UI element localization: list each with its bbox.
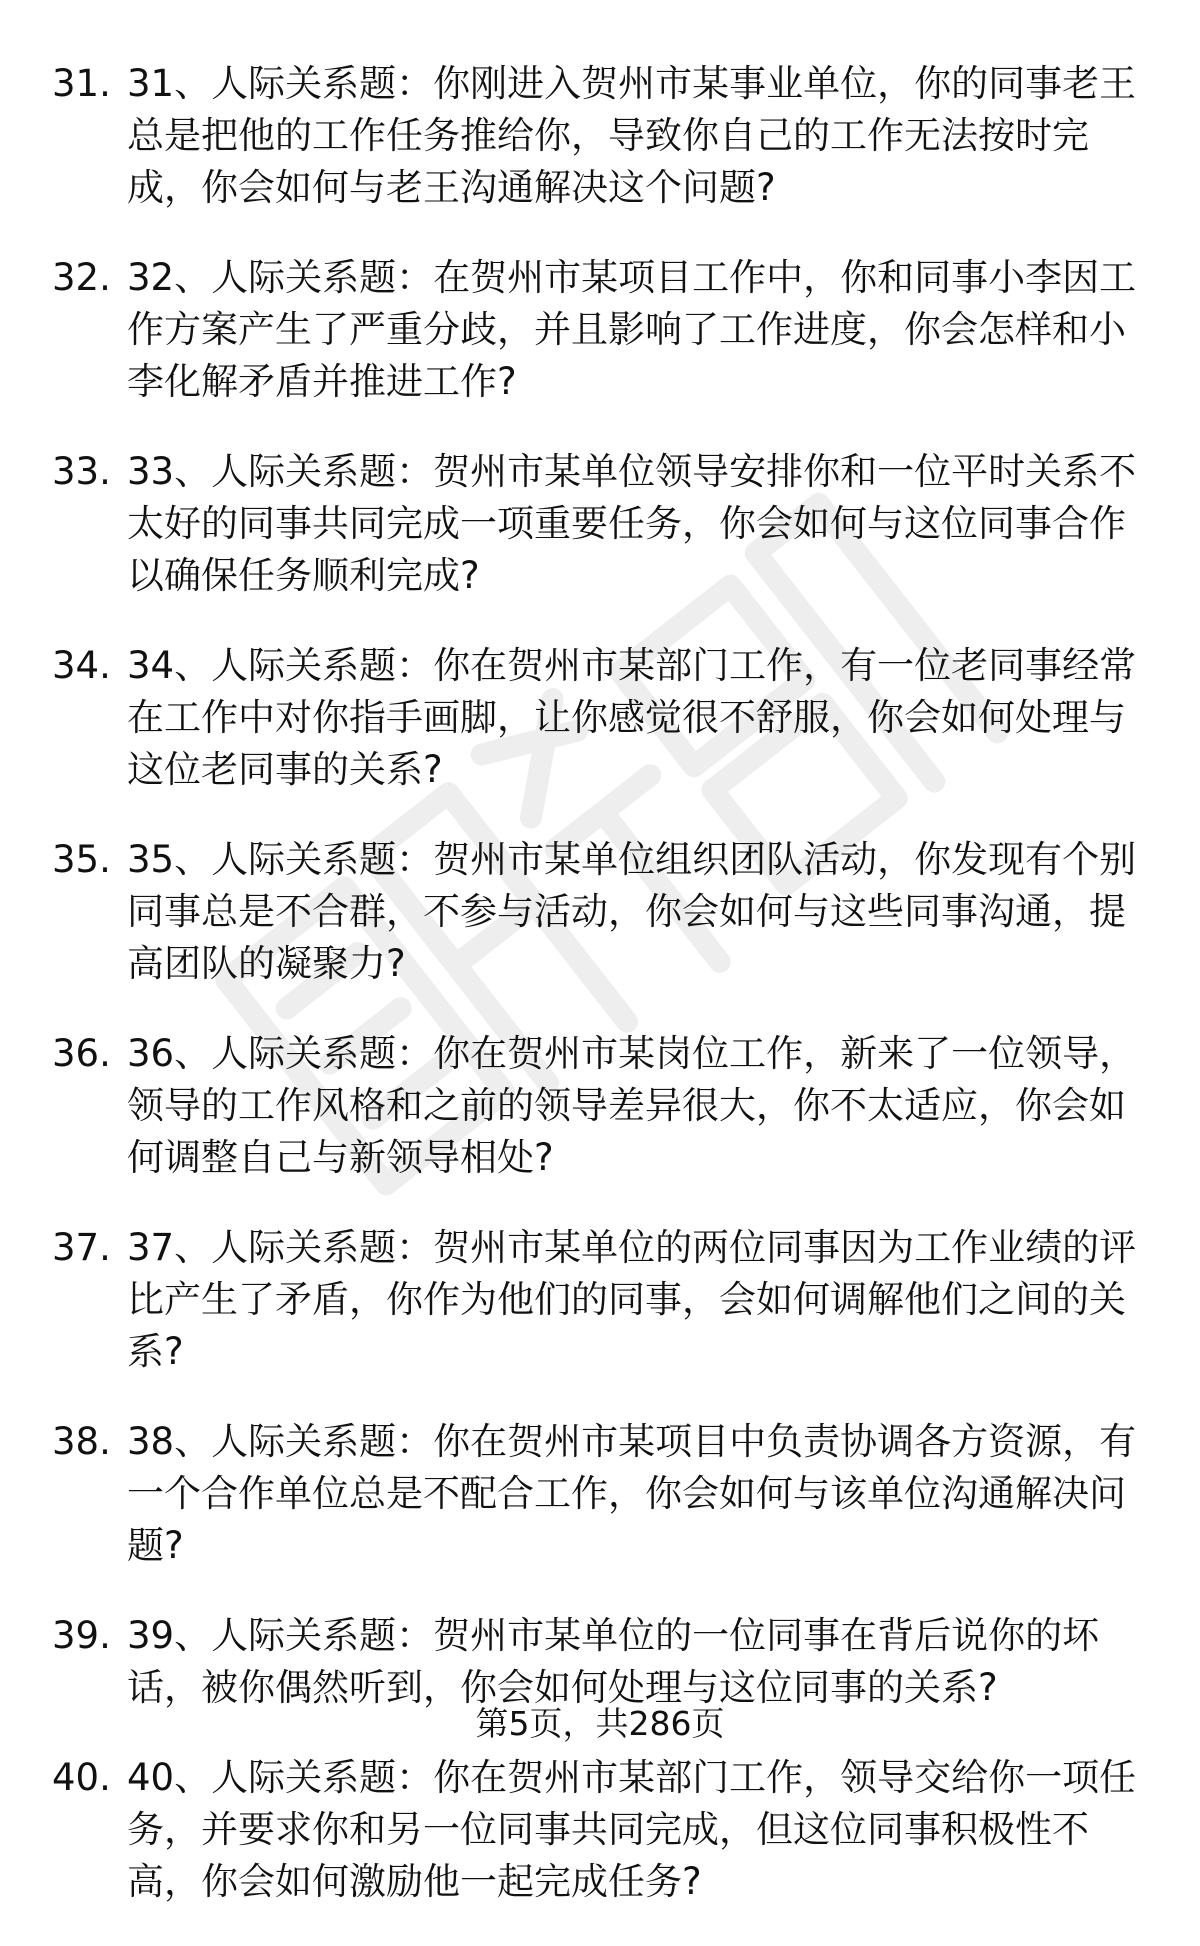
question-item xyxy=(0,640,1200,796)
question-number: 36. xyxy=(52,1032,111,1075)
question-item xyxy=(0,58,1200,214)
question-text: 38、人际关系题：你在贺州市某项目中负责协调各方资源，有一个合作单位总是不配合工作，你会如何与该单位沟通解决问题? xyxy=(127,1420,1137,1567)
question-text: 31、人际关系题：你刚进入贺州市某事业单位，你的同事老王总是把他的工作任务推给你，导致你自己的工作无法按时完成，你会如何与老王沟通解决这个问题? xyxy=(127,62,1137,209)
question-text: 36、人际关系题：你在贺州市某岗位工作，新来了一位领导，领导的工作风格和之前的领导差异很大，你不太适应，你会如何调整自己与新领导相处? xyxy=(127,1032,1137,1179)
question-number: 39. xyxy=(52,1614,111,1657)
question-text: 40、人际关系题：你在贺州市某部门工作，领导交给你一项任务，并要求你和另一位同事共同完成，但这位同事积极性不高，你会如何激励他一起完成任务? xyxy=(127,1756,1137,1903)
question-item xyxy=(0,1416,1200,1572)
question-number: 34. xyxy=(52,644,111,687)
question-text: 32、人际关系题：在贺州市某项目工作中，你和同事小李因工作方案产生了严重分歧，并且影响了工作进度，你会怎样和小李化解矛盾并推进工作? xyxy=(127,256,1137,403)
question-text: 34、人际关系题：你在贺州市某部门工作，有一位老同事经常在工作中对你指手画脚，让你感觉很不舒服，你会如何处理与这位老同事的关系? xyxy=(127,644,1137,791)
page-footer: 第5页，共286页 xyxy=(475,1704,725,1743)
question-text: 35、人际关系题：贺州市某单位组织团队活动，你发现有个别同事总是不合群，不参与活动，你会如何与这些同事沟通，提高团队的凝聚力? xyxy=(127,838,1137,985)
question-text: 37、人际关系题：贺州市某单位的两位同事因为工作业绩的评比产生了矛盾，你作为他们的同事，会如何调解他们之间的关系? xyxy=(127,1226,1137,1373)
question-number: 31. xyxy=(52,62,111,105)
question-item xyxy=(0,1222,1200,1378)
question-text: 33、人际关系题：贺州市某单位领导安排你和一位平时关系不太好的同事共同完成一项重要任务，你会如何与这位同事合作以确保任务顺利完成? xyxy=(127,450,1137,597)
question-text: 39、人际关系题：贺州市某单位的一位同事在背后说你的坏话，被你偶然听到，你会如何处理与这位同事的关系? xyxy=(127,1614,1100,1709)
question-item xyxy=(0,446,1200,602)
question-number: 40. xyxy=(52,1756,111,1799)
question-item xyxy=(0,1610,1200,1714)
question-item xyxy=(0,252,1200,408)
question-item xyxy=(0,1752,1200,1908)
question-item xyxy=(0,1028,1200,1184)
question-number: 32. xyxy=(52,256,111,299)
question-item xyxy=(0,834,1200,990)
question-number: 35. xyxy=(52,838,111,881)
question-number: 37. xyxy=(52,1226,111,1269)
question-list xyxy=(0,58,1200,1946)
question-number: 33. xyxy=(52,450,111,493)
question-number: 38. xyxy=(52,1420,111,1463)
